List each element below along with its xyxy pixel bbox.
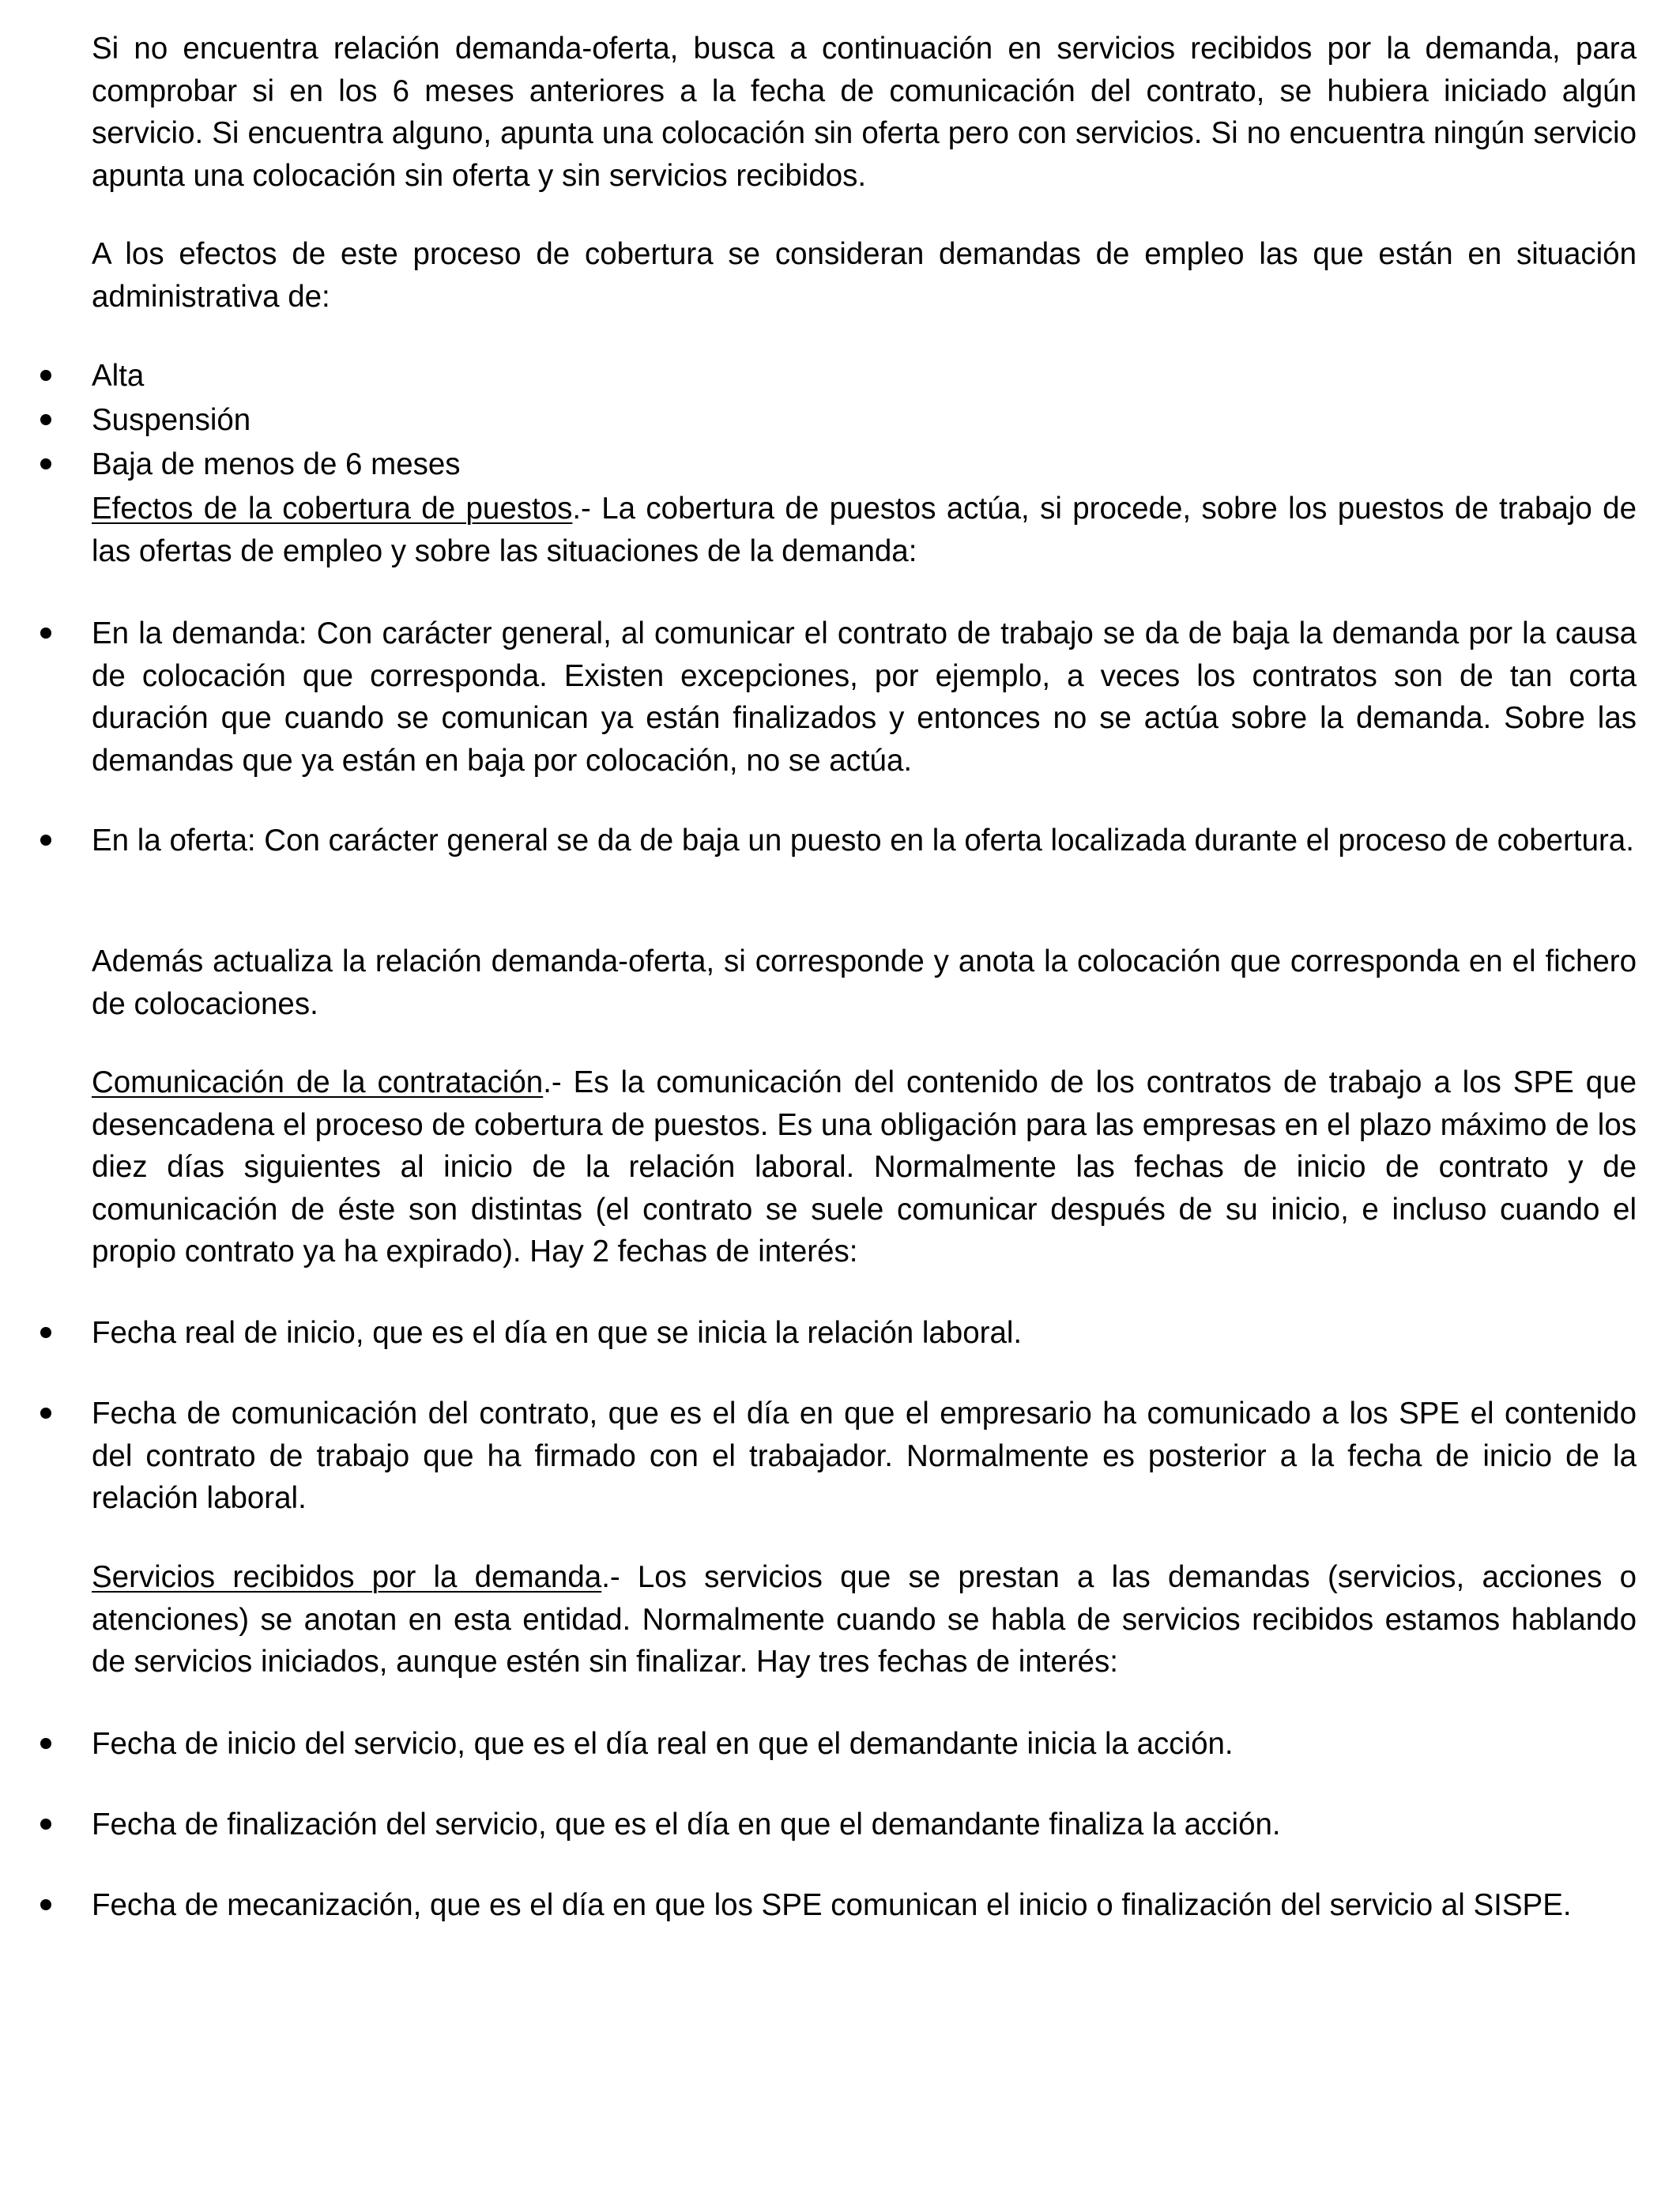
bullet-icon xyxy=(40,370,51,381)
list-item-fecha-servicio: Fecha de finalización del servicio, que es el día en que el demandante finaliza la acción. xyxy=(92,1808,1281,1842)
bullet-icon xyxy=(40,1899,51,1910)
list-item-situacion: Suspensión xyxy=(92,403,251,437)
list-item-situacion: Baja de menos de 6 meses xyxy=(92,447,461,481)
list-item-situacion: Alta xyxy=(92,359,145,393)
list-item-fecha-servicio: Fecha de inicio del servicio, que es el día real en que el demandante inicia la acción. xyxy=(92,1727,1234,1761)
list-item-fecha-servicio: Fecha de mecanización, que es el día en que los SPE comunican el inicio o finalización del servicio al SISPE. xyxy=(92,1888,1572,1922)
list-item-fecha-contrato: Fecha real de inicio, que es el día en que se inicia la relación laboral. xyxy=(92,1316,1023,1350)
paragraph-efectos-proceso: A los efectos de este proceso de cobertura se consideran demandas de empleo las que están en situación administrativa de: xyxy=(92,237,1637,314)
bullet-icon xyxy=(40,1738,51,1749)
servicios-text: .- Los servicios que se prestan a las demandas (servicios, acciones o atenciones) se anotan en esta entidad. Normalmente cuando se habla de servicios recibidos estamos hablando de servicios iniciados, aunque estén sin finalizar. Hay tres fechas de interés: xyxy=(92,1560,1637,1679)
paragraph-efectos-cobertura xyxy=(92,488,1637,572)
paragraph-comunicacion-contratacion xyxy=(92,1061,1637,1273)
efectos-cobertura-text: .- La cobertura de puestos actúa, si procede, sobre los puestos de trabajo de las ofertas de empleo y sobre las situaciones de la demanda: xyxy=(92,492,1637,568)
bullet-icon xyxy=(40,414,51,425)
paragraph-servicios-recibidos xyxy=(92,1556,1637,1683)
list-item-efecto-oferta: En la oferta: Con carácter general se da de baja un puesto en la oferta localizada durante el proceso de cobertura. xyxy=(92,824,1634,858)
bullet-icon xyxy=(40,835,51,846)
bullet-icon xyxy=(40,1408,51,1419)
comunicacion-text: .- Es la comunicación del contenido de los contratos de trabajo a los SPE que desencadena el proceso de cobertura de puestos. Es una obligación para las empresas en el plazo máximo de los diez días siguientes al inicio de la relación laboral. Normalmente las fechas de inicio de contrato y de comunicación de éste son distintas (el contrato se suele comunicar después de su inicio, e incluso cuando el propio contrato ya ha expirado). Hay 2 fechas de interés: xyxy=(92,1065,1637,1269)
bullet-icon xyxy=(40,458,51,469)
bullet-icon xyxy=(40,628,51,639)
heading-comunicacion-contratacion: Comunicación de la contratación xyxy=(92,1065,544,1099)
heading-efectos-cobertura: Efectos de la cobertura de puestos xyxy=(92,492,573,526)
bullet-icon xyxy=(40,1819,51,1830)
list-item-efecto-demanda: En la demanda: Con carácter general, al comunicar el contrato de trabajo se da de baja la demanda por la causa de colocación que corresponda. Existen excepciones, por ejemplo, a veces los contratos son de tan corta duración que cuando se comunican ya están finalizados y entonces no se actúa sobre la demanda. Sobre las demandas que ya están en baja por colocación, no se actúa. xyxy=(92,616,1637,778)
bullet-icon xyxy=(40,1327,51,1338)
heading-servicios-recibidos: Servicios recibidos por la demanda xyxy=(92,1560,602,1594)
paragraph-relacion-demanda-oferta: Si no encuentra relación demanda-oferta, busca a continuación en servicios recibidos por la demanda, para comprobar si en los 6 meses anteriores a la fecha de comunicación del contrato, se hubiera iniciado algún servicio. Si encuentra alguno, apunta una colocación sin oferta pero con servicios. Si no encuentra ningún servicio apunta una colocación sin oferta y sin servicios recibidos. xyxy=(92,32,1637,193)
paragraph-ademas: Además actualiza la relación demanda-oferta, si corresponde y anota la colocación que corresponda en el fichero de colocaciones. xyxy=(92,944,1637,1021)
list-item-fecha-contrato: Fecha de comunicación del contrato, que es el día en que el empresario ha comunicado a los SPE el contenido del contrato de trabajo que ha firmado con el trabajador. Normalmente es posterior a la fecha de inicio de la relación laboral. xyxy=(92,1397,1637,1515)
